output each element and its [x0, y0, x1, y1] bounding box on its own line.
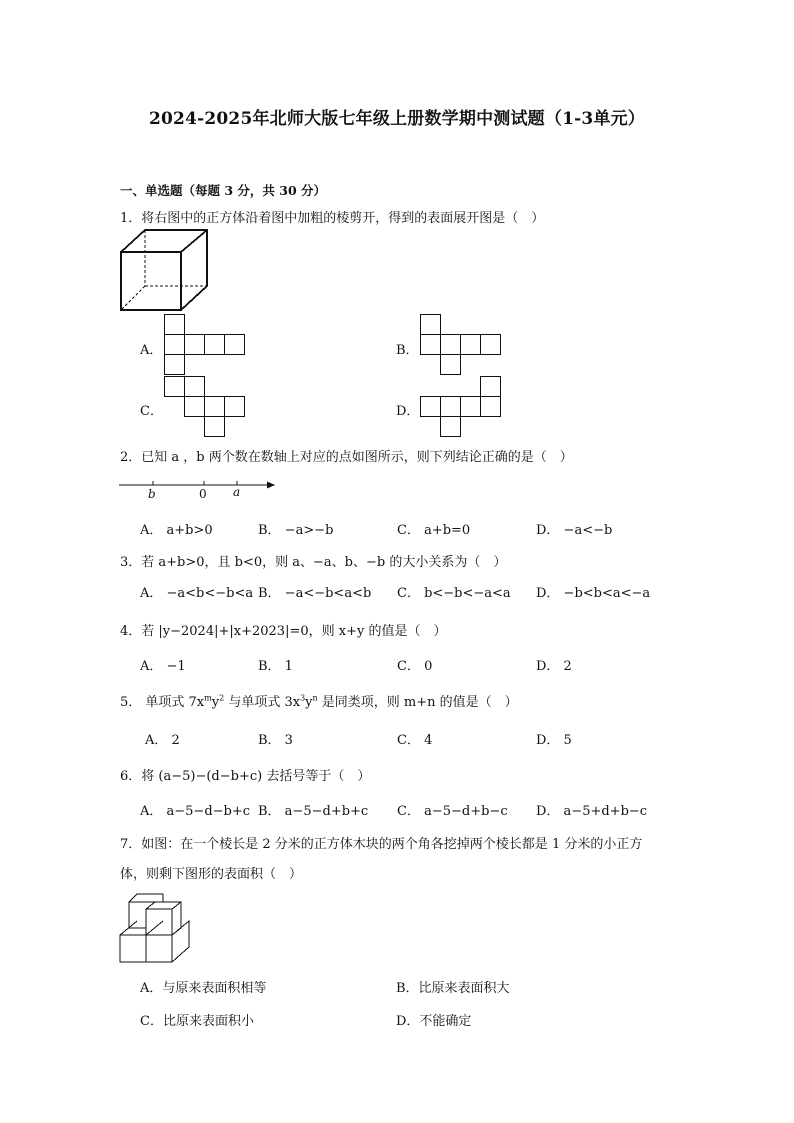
question-3-text: 3．若 a+b>0，且 b<0，则 a、−a、b、−b 的大小关系为（ ） [120, 555, 507, 570]
q6-option-c: C． a−5−d+b−c [397, 804, 508, 819]
q5-sup-m: m [204, 693, 212, 703]
q3-option-b: B． −a<−b<a<b [258, 586, 372, 601]
q2-option-c: C． a+b=0 [397, 523, 471, 538]
question-4-text: 4．若 |y−2024|+|x+2023|=0，则 x+y 的值是（ ） [120, 624, 447, 639]
q4-option-d: D． 2 [536, 659, 572, 674]
q7-option-b: B．比原来表面积大 [396, 981, 510, 996]
q5-option-a: A． 2 [145, 733, 180, 748]
axis-label-a: a [233, 485, 241, 499]
q6-option-a: A． a−5−d−b+c [140, 804, 251, 819]
q7-option-a: A．与原来表面积相等 [140, 981, 267, 996]
q5-option-c: C． 4 [397, 733, 433, 748]
question-5-text: 5． 单项式 $7x^my^2$ 与单项式 $3x^3y^n$ 是同类项，则 m+n 的值是（ ） [120, 693, 518, 710]
q7-option-d: D．不能确定 [396, 1014, 472, 1029]
q1-option-a-label: A． [140, 343, 163, 358]
q5-option-d: D． 5 [536, 733, 572, 748]
carved-cube-figure [119, 892, 193, 966]
q1-option-d-label: D． [396, 404, 420, 419]
q1-net-c [164, 376, 248, 440]
q4-option-c: C． 0 [397, 659, 433, 674]
q5-sup-n: n [312, 693, 318, 703]
q4-option-a: A． −1 [140, 659, 186, 674]
q1-net-a [164, 314, 248, 378]
axis-label-zero: 0 [199, 487, 207, 501]
question-7-line-2: 体，则剩下图形的表面积（ ） [120, 867, 303, 882]
q5-sup-3: 3 [300, 693, 306, 703]
q7-option-c: C．比原来表面积小 [140, 1014, 254, 1029]
q5-sup-2: 2 [219, 693, 225, 703]
section-heading: 一、单选题（每题 3 分，共 30 分） [120, 183, 327, 198]
question-7-line-1: 7．如图：在一个棱长是 2 分米的正方体木块的两个角各挖掉两个棱长都是 1 分米的小正方 [120, 837, 643, 852]
q2-option-a: A． a+b>0 [140, 523, 213, 538]
q6-option-d: D． a−5+d+b−c [536, 804, 648, 819]
q6-option-b: B． a−5−d+b+c [258, 804, 369, 819]
q1-net-d [420, 376, 504, 440]
q3-option-d: D． −b<b<a<−a [536, 586, 651, 601]
q4-option-b: B． 1 [258, 659, 293, 674]
axis-label-b: b [148, 487, 156, 501]
q3-option-a: A． −a<b<−b<a [140, 586, 254, 601]
question-1-text: 1．将右图中的正方体沿着图中加粗的棱剪开，得到的表面展开图是（ ） [120, 211, 545, 226]
q1-net-b [420, 314, 504, 378]
page-title: 2024-2025年北师大版七年级上册数学期中测试题（1-3单元） [149, 109, 645, 129]
q1-option-c-label: C． [140, 404, 163, 419]
q5-option-b: B． 3 [258, 733, 293, 748]
q2-option-b: B． −a>−b [258, 523, 334, 538]
question-6-text: 6．将 (a−5)−(d−b+c) 去括号等于（ ） [120, 769, 371, 784]
cube-figure [119, 226, 211, 314]
q1-option-b-label: B． [396, 343, 419, 358]
q2-option-d: D． −a<−b [536, 523, 613, 538]
question-2-text: 2．已知 a ，b 两个数在数轴上对应的点如图所示，则下列结论正确的是（ ） [120, 450, 573, 465]
q3-option-c: C． b<−b<−a<a [397, 586, 511, 601]
